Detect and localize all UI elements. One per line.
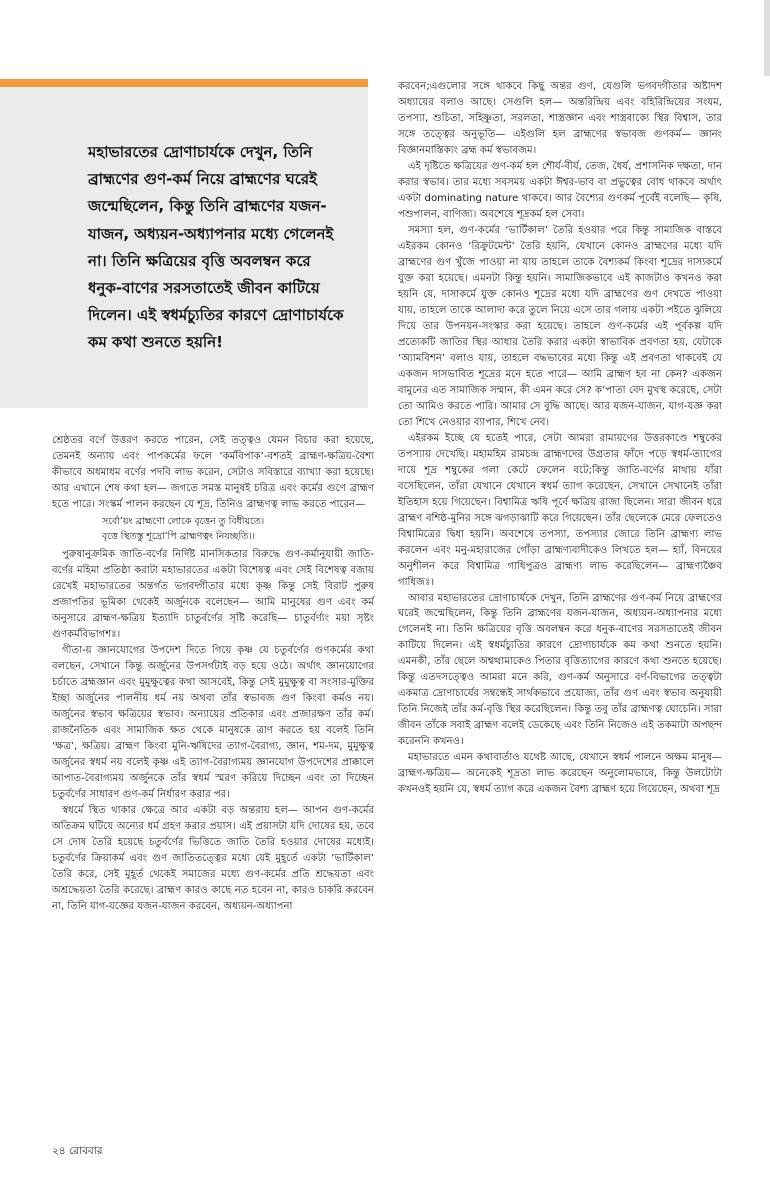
page-edge-strip bbox=[764, 0, 770, 76]
paragraph: সমস্যা হল, গুণ-কর্মের ‘ভার্টিকাল’ তৈরি হওয়ার পরে কিন্তু সামাজিক বাস্তবে এইরকম কোনও ‘রিক্রুটমেন্ট’ তৈরি হয়নি, যেখানে কোনও ব্রাহ্মণের মধ্যে যদি ব্রাহ্মণের গুণ খুঁজে পাওয়া না যায় তাহলে তাকে বৈশ্যকর্ম কিংবা শূদ্রের দাস্যকর্মে যুক্ত করা হয়েছে। এমনটা কিন্তু হয়নি। সামাজিকভাবে এই কাজটাও কখনও করা হয়নি যে, দাসাকর্মে যুক্ত কোনও শূদ্রের মধ্যে যদি ব্রাহ্মণের গুণ দেখতে পাওয়া যায়, তাহলে তাকে আলাদা করে তুলে নিয়ে এসে তার গলায় একটা পইতে ঝুলিয়ে দিয়ে তার উপনয়ন-সংস্কার করা হয়েছে। তাহলে গুণ-কর্মের এই পূর্বকল্প যদি প্রত্যেকটি জাতির স্থির আধার তৈরি করার একটা স্বাভাবিক প্রবণতা হয়, যেটাকে ‘অ্যামবিশন’ বলাও যায়, তাহলে বদ্ধভাবের মধ্যে কিন্তু এই প্রবণতা থাকবেই যে একজন দাসভাবিত শূদ্রের মনে হতে পারে— আমি ব্রাহ্মণ হব না কেন? একজন বামুনের এত সামাজিক সম্মান, কী এমন করে সে? ক’পাতা বেদ মুখস্থ করেছে, সেটা তো আমিও করতে পারি। আমার সে বুদ্ধি আছে। আর যজন-যাজন, যাগ-যজ্ঞ করা তো শিখে নেওয়ার ব্যাপার, শিখে নেব। bbox=[398, 224, 722, 428]
paragraph: পুরুষানুক্রমিক জাতি-বর্ণের নির্দিষ্ট মানসিকতার বিরুদ্ধে গুণ-কর্মানুযায়ী জাতি-বর্ণের মহিমা প্রতিষ্ঠা করাটা মহাভারতের একটা বিশেষত্ব এবং সেই বিশেষত্ব বজায় রেখেই মহাভারতের অন্তর্গত ভগবদ্গীতার মধ্যে কৃষ্ণ কিন্তু সেই বিরাট পুরুষ প্রজাপতির ভূমিকা থেকেই অর্জুনকে বলেছেন— আমি মানুষের গুণ এবং কর্ম অনুসারে ব্রাহ্মণ-ক্ষত্রিয় ইত্যাদি চাতুর্বর্ণের সৃষ্টি করেছি— চাতুর্বর্ণ্যং ময়া সৃষ্টং গুণকর্মবিভাগশঃ। bbox=[52, 548, 374, 640]
section-name: রোববার bbox=[68, 1145, 103, 1157]
left-column bbox=[52, 433, 374, 915]
sanskrit-verse bbox=[102, 514, 374, 544]
paragraph: স্বধর্মে স্থিত থাকার ক্ষেত্রে আর একটা বড় অন্তরায় হল— আপন গুণ-কর্মের অতিক্রম ঘটিয়ে অন্যের ধর্ম গ্রহণ করার প্রয়াস। এই প্রয়াসটা যদি দোষের হয়, তবে সে দোষ তৈরি হয়েছে চতুর্বর্ণের ভিত্তিতে জাতি তৈরি হওয়ার দোষের মধ্যেই। চতুর্বর্ণের ক্রিয়াকর্ম এবং গুণ জাতিতত্ত্বের মধ্যে যেই মুহূর্তে একটা ‘ভার্টিকাল’ তৈরি করে, সেই মুহূর্ত থেকেই সমাজের মধ্যে গুণ-কর্মের প্রতি শ্রদ্ধেয়তা এবং অশ্রদ্ধেয়তা তৈরি করেছে। ব্রাহ্মণ কারও কাছে নত হবেন না, কারও চাকরি করবেন না, তিনি যাগ-যজ্ঞের যজন-যাজন করবেন, অধ্যয়ন-অধ্যাপনা bbox=[52, 804, 374, 912]
paragraph: করবেন;এগুলোর সঙ্গে থাকবে কিছু অন্তর গুণ, যেগুলি ভগবদ্গীতার অষ্টাদশ অধ্যায়ের বলাও আছে। সেগুলি হল— অন্তরিন্দ্রিয় এবং বহিরিন্দ্রিয়ের সংযম, তপস্যা, শুচিতা, সহিষ্ণুতা, সরলতা, শাস্ত্রজ্ঞান এবং শাস্ত্রবাক্যে স্থির বিশ্বাস, তার সঙ্গে তত্ত্বের অনুভূতি— এইগুলি হল ব্রাহ্মণের স্বভাবজ গুণকর্ম— জ্ঞানং বিজ্ঞানমাস্তিক্যং ব্রহ্ম কর্ম স্বভাবজম। bbox=[398, 81, 722, 156]
verse-line: বৃত্তে স্থিতস্তু শূদ্রো’পি ব্রাহ্মণত্বং নিযচ্ছতি।। bbox=[102, 530, 255, 542]
right-column bbox=[398, 79, 722, 798]
pull-quote: মহাভারতের দ্রোণাচার্যকে দেখুন, তিনি ব্রাহ্মণের গুণ-কর্ম নিয়ে ব্রাহ্মণের ঘরেই জন্মেছিলেন, কিন্তু তিনি ব্রাহ্মণের যজন-যাজন, অধ্যয়ন-অধ্যাপনার মধ্যে গেলেনই না। তিনি ক্ষত্রিয়ের বৃত্তি অবলম্বন করে ধনুক-বাণের সরসতাতেই জীবন কাটিয়ে দিলেন। এই স্বধর্মচ্যুতির কারণে দ্রোণাচার্যকে কম কথা শুনতে হয়নি! bbox=[88, 143, 344, 352]
verse-line: সর্বো’য়ং ব্রাহ্মণো লোকে বৃত্তেন তু বিধীয়তে। bbox=[102, 515, 265, 527]
paragraph: মহাভারতে এমন কথাবার্তাও যথেষ্ট আছে, যেখানে স্বধর্ম পালনে অক্ষম মানুষ— ব্রাহ্মণ-ক্ষত্রিয়— অনেকেই শূদ্রতা লাভ করেছেন অনুলোমভাবে, কিন্তু উলটোটা কখনওই হয়নি যে, স্বধর্ম ত্যাগ করে একজন বৈশ্য ব্রাহ্মণ হয়ে গিয়েছেন, অথবা শূদ্র bbox=[398, 752, 722, 796]
paragraph: এই দৃষ্টিতে ক্ষত্রিয়ের গুণ-কর্ম হল শৌর্য-বীর্য, তেজ, ধৈর্য, প্রশাসনিক দক্ষতা, দান করার স্বভাব। তার মধ্যে সবসময় একটা ঈশ্বর-ভাব বা প্রভুত্বের বোধ থাকবে অর্থাৎ একটা dominating nature থাকবে। আর বৈশ্যের গুণকর্ম পূর্বেই বলেছি— কৃষি, পশুপালন, বাণিজ্য। অবশেষে শূদ্রকর্ম হল সেবা। bbox=[398, 160, 722, 220]
paragraph: শ্রেষ্ঠতর বর্ণে উত্তরণ করতে পারেন, সেই তত্ত্বও যেমন বিচার করা হয়েছে, তেমনই অন্যায় এবং পাপকর্মের ফলে ‘কর্মবিপাক’-বশতই ব্রাহ্মণ-ক্ষত্রিয়-বৈশ্য কীভাবে অধমাধম বর্ণের পদবি লাভ করেন, সেটাও সবিস্তারে ব্যাখ্যা করা হয়েছে। আর এখানে শেষ কথা হল— জগতে সমস্ত মানুষই চরিত্র এবং কর্মের গুণে ব্রাহ্মণ হতে পারে। সংস্কর্ম পালন করছেন যে শূদ্র, তিনিও ব্রাহ্মণত্ব লাভ করতে পারেন— bbox=[52, 435, 374, 510]
paragraph: গীতা-য় জ্ঞানযোগের উপদেশ দিতে গিয়ে কৃষ্ণ যে চতুর্বর্ণের গুণকর্মের কথা বলছেন, সেখানে কিন্তু অর্জুনের উপসর্গটাই বড় হয়ে ওঠে। অর্থাৎ জ্ঞানযোগের চর্চাতে ব্রহ্মজ্ঞান এবং মুমুক্ষুত্বের কথা আসবেই, কিন্তু সেই মুমুক্ষুত্ব বা সংসার-মুক্তির ইচ্ছা অর্জুনের পালনীয় ধর্ম নয় অথবা তাঁর স্বভাবজ গুণ কিংবা কর্মও নয়। অর্জুনের স্বভাব ক্ষত্রিয়ের স্বভাব। অন্যায়ের প্রতিকার এবং প্রজারক্ষণ তাঁর কর্ম। রাজনৈতিক এবং সামাজিক ক্ষত থেকে মানুষকে ত্রাণ করতে হয় বলেই তিনি ‘ক্ষত্র’, ক্ষত্রিয়। ব্রাহ্মণ কিংবা মুনি-ঋষিদের ত্যাগ-বৈরাগ্য, জ্ঞান, শম-দম, মুমুক্ষুত্ব অর্জুনের স্বধর্ম নয় বলেই কৃষ্ণ এই ত্যাগ-বৈরাগ্যময় জ্ঞানযোগ উপদেশের প্রাক্কালে আপাত-বৈরাগ্যময় অর্জুনকে তাঁর স্বধর্ম স্মরণ করিয়ে দিচ্ছেন এবং তা দিচ্ছেন চতুর্বর্ণের সাধারণ গুণ-কর্ম নির্ধারণ করার পর। bbox=[52, 644, 374, 800]
paragraph: আবার মহাভারতের দ্রোণাচার্যকে দেখুন, তিনি ব্রাহ্মণের গুণ-কর্ম নিয়ে ব্রাহ্মণের ঘরেই জন্মেছিলেন, কিন্তু তিনি ব্রাহ্মণের যজন-যাজন, অধ্যয়ন-অধ্যাপনার মধ্যে গেলেনই না। তিনি ক্ষত্রিয়ের বৃত্তি অবলম্বন করে ধনুক-বাণের সরসতাতেই জীবন কাটিয়ে দিলেন। এই স্বধর্মচ্যুতির কারণে দ্রোণাচার্যকে কম কথা শুনতে হয়নি। এমনকী, তাঁর ছেলে অশ্বত্থামাকেও পিতার বৃত্তিত্যাগের কারণে কথা শুনতে হয়েছে। কিন্তু এতদসত্ত্বেও আমরা মনে করি, গুণ-কর্ম অনুসারে বর্ণ-বিভাগের তত্ত্বটা একমাত্র দ্রোণাচার্যের সম্বন্ধেই সার্থকভাবে প্রযোজ্য, তাঁর গুণ এবং স্বভাব অনুযায়ী তিনি নিজেই তাঁর কর্ম-বৃত্তি স্থির করেছিলেন। কিন্তু তবু তাঁর ব্রাহ্মণত্ব ঘোচেনি। সারা জীবন তাঁকে সবাই ব্রাহ্মণ বলেই ডেকেছে এবং তিনি নিজেও এই তকমাটা অপছন্দ করেননি কখনও। bbox=[398, 592, 722, 748]
pull-quote-box bbox=[0, 79, 368, 408]
page-number: ২৪ bbox=[52, 1145, 66, 1157]
page-footer bbox=[52, 1144, 103, 1161]
paragraph: এইরকম ইচ্ছে যে হতেই পারে, সেটা আমরা রামায়ণের উত্তরকাণ্ডে শম্বুকের তপস্যায় দেখেছি। মহামহিম রামচন্দ্র ব্রাহ্মণদের উগ্রতার ফাঁদে পড়ে স্বধর্ম-ত্যাগের দায়ে শূদ্র শম্বুকের গলা কেটে ফেলেন বটে;কিন্তু জাতি-বর্ণের মাথায় যাঁরা বসেছিলেন, তাঁরা যেখানে যেখানে স্বধর্ম ত্যাগ করেছেন, সেখানে সেখানেই তাঁরা ইতিহাস হয়ে গিয়েছেন। বিশ্বামিত্র ঋষি পূর্বে ক্ষত্রিয় রাজা ছিলেন। সারা জীবন ধরে ব্রাহ্মণ বশিষ্ঠ-মুনির সঙ্গে ঝগড়াঝাটি করে গিয়েছেন। তাঁর ছেলেকে মেরে ফেলতেও বিশ্বামিত্রের দ্বিধা হয়নি। অবশেষে তপস্যা, তপস্যার জোরে তিনি ব্রাহ্মণ্য লাভ করলেন এবং মনু-মহারাজের গোঁড়া ব্রাহ্মণ্যবাদীকেও লিখতে হল— হ্যাঁ, বিনয়ের অনুশীলন করে বিশ্বামিত্র গাধিপুত্রও ব্রাহ্মণ্য লাভ করেছিলেন— ব্রাহ্মণ্যঞ্চৈব গাধিজঃ। bbox=[398, 432, 722, 588]
